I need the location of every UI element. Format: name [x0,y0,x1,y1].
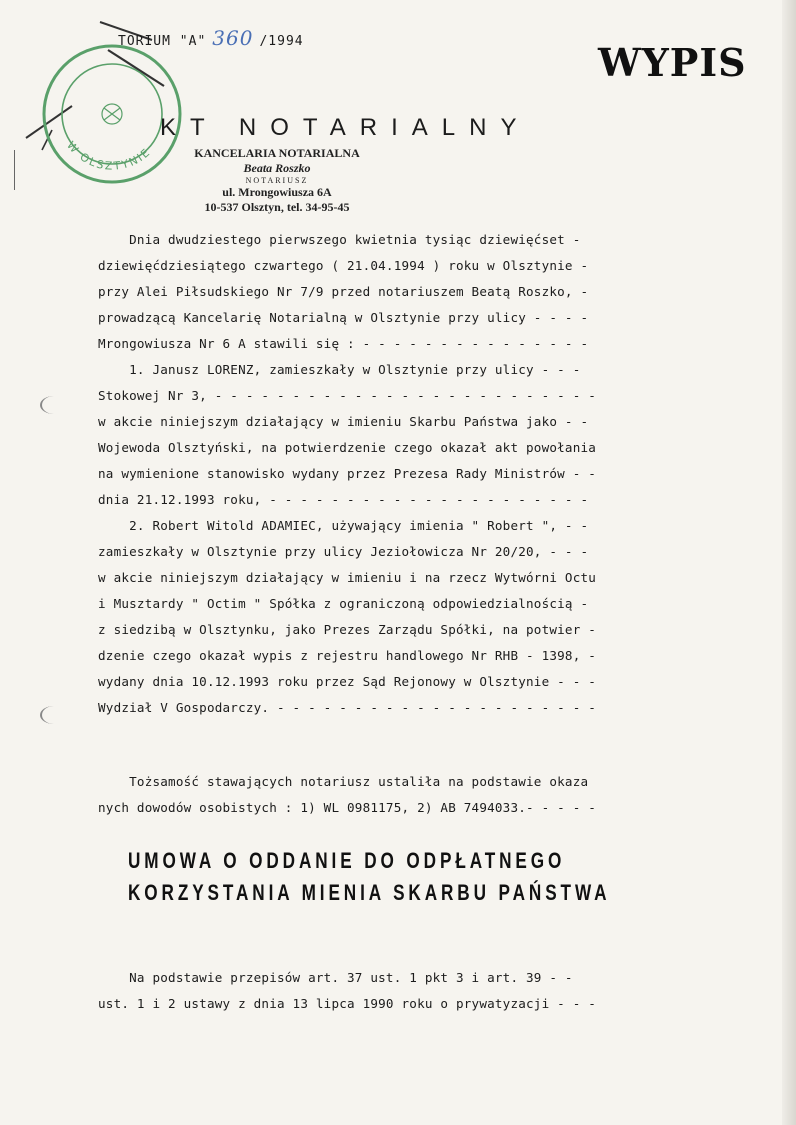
body-line: ust. 1 i 2 ustawy z dnia 13 lipca 1990 roku o prywatyzacji - - - [98,996,597,1011]
body-line: prowadzącą Kancelarię Notarialną w Olsztynie przy ulicy - - - - [98,310,589,325]
agreement-heading: UMOWA O ODDANIE DO ODPŁATNEGO [128,848,566,873]
punch-hole [40,706,68,724]
agreement-heading: KORZYSTANIA MIENIA SKARBU PAŃSTWA [128,880,611,905]
body-line: Dnia dwudziestego pierwszego kwietnia tysiąc dziewięćset - [98,232,581,247]
body-line: Na podstawie przepisów art. 37 ust. 1 pkt 3 i art. 39 - - [98,970,573,985]
office-stamp [182,146,372,215]
body-line: Wydział V Gospodarczy. - - - - - - - - - - - - - - - - - - - - - [98,700,597,715]
body-line: dnia 21.12.1993 roku, - - - - - - - - - - - - - - - - - - - - - [98,492,589,507]
body-line: 2. Robert Witold ADAMIEC, używający imienia " Robert ", - - [98,518,589,533]
body-line: nych dowodów osobistych : 1) WL 0981175, 2) AB 7494033.- - - - - [98,800,597,815]
document-title: KT NOTARIALNY [160,114,531,141]
punch-hole [40,396,68,414]
body-line: z siedzibą w Olsztynku, jako Prezes Zarządu Spółki, na potwier - [98,622,597,637]
repertorium-year: /1994 [259,34,304,49]
notary-name: Beata Roszko [243,161,311,175]
stamp-text: W OLSZTYNIE [64,138,154,173]
body-line: Mrongowiusza Nr 6 A stawili się : - - - - - - - - - - - - - - - [98,336,589,351]
body-line: w akcie niniejszym działający w imieniu Skarbu Państwa jako - - [98,414,589,429]
body-line: zamieszkały w Olsztynie przy ulicy Jeziołowicza Nr 20/20, - - - [98,544,589,559]
body-line: dzenie czego okazał wypis z rejestru handlowego Nr RHB - 1398, - [98,648,597,663]
body-line: wydany dnia 10.12.1993 roku przez Sąd Rejonowy w Olsztynie - - - [98,674,597,689]
body-line: dziewięćdziesiątego czwartego ( 21.04.1994 ) roku w Olsztynie - [98,258,589,273]
body-line: i Musztardy " Octim " Spółka z ograniczoną odpowiedzialnością - [98,596,589,611]
repertorium-prefix: TORIUM "A" [118,34,207,49]
body-line: w akcie niniejszym działający w imieniu i na rzecz Wytwórni Octu [98,570,597,585]
body-line: Wojewoda Olsztyński, na potwierdzenie czego okazał akt powołania [98,440,597,455]
office-street: ul. Mrongowiusza 6A [222,185,332,199]
body-line: na wymienione stanowisko wydany przez Prezesa Rady Ministrów - - [98,466,597,481]
copy-label: WYPIS [598,40,747,85]
repertorium-number: 360 [212,26,254,50]
office-city-phone: 10-537 Olsztyn, tel. 34-95-45 [204,200,350,214]
office-name: KANCELARIA NOTARIALNA [194,146,360,160]
page-edge [782,0,796,1125]
notary-role: NOTARIUSZ [245,176,309,185]
body-line: Stokowej Nr 3, - - - - - - - - - - - - - - - - - - - - - - - - - [98,388,597,403]
body-line: przy Alei Piłsudskiego Nr 7/9 przed notariuszem Beatą Roszko, - [98,284,589,299]
repertorium-line [118,26,304,50]
body-line: 1. Janusz LORENZ, zamieszkały w Olsztynie przy ulicy - - - [98,362,581,377]
svg-text:W OLSZTYNIE [64,139,153,173]
body-line: Tożsamość stawających notariusz ustaliła na podstawie okaza [98,774,589,789]
